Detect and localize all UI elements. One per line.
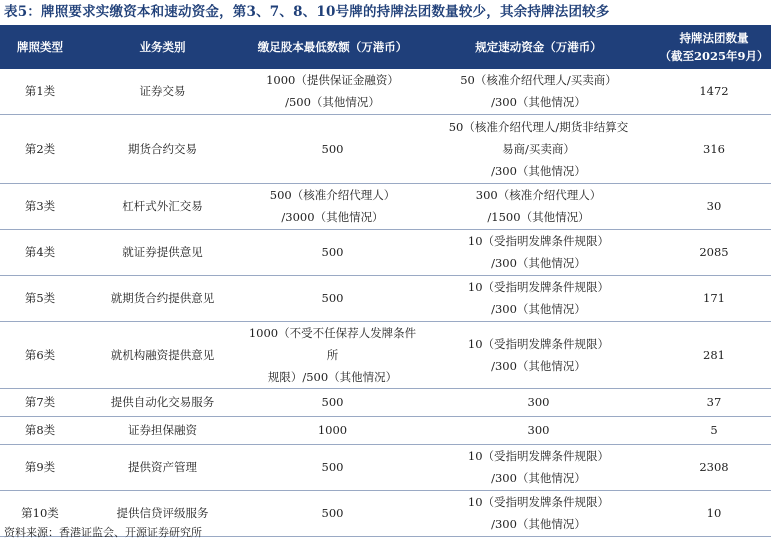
cell-business-type: 提供自动化交易服务 (80, 388, 245, 416)
cell-liquid-capital (420, 444, 657, 490)
cell-liquid-capital (420, 321, 657, 388)
cell-min-paid-capital-line: 500 (321, 506, 344, 520)
cell-liquid-capital-line: 300（核准介绍代理人） (475, 188, 602, 202)
cell-corporation-count: 281 (657, 321, 771, 388)
cell-liquid-capital-line: 300 (527, 395, 550, 409)
table-row (0, 416, 771, 444)
cell-license-type: 第7类 (0, 388, 80, 416)
cell-liquid-capital-line: /300（其他情况） (491, 517, 586, 531)
header-count-line2: （截至2025年9月） (659, 49, 769, 63)
cell-liquid-capital-line: /300（其他情况） (491, 471, 586, 485)
cell-business-type: 就证券提供意见 (80, 229, 245, 275)
table-row (0, 321, 771, 388)
cell-liquid-capital (420, 183, 657, 229)
cell-liquid-capital (420, 114, 657, 183)
cell-min-paid-capital-line: 500 (321, 245, 344, 259)
header-corporation-count (657, 25, 771, 69)
cell-license-type: 第10类 (0, 490, 80, 536)
cell-liquid-capital (420, 275, 657, 321)
cell-min-paid-capital (245, 114, 420, 183)
table-row (0, 114, 771, 183)
cell-min-paid-capital (245, 275, 420, 321)
cell-liquid-capital-line: /300（其他情况） (491, 302, 586, 316)
cell-liquid-capital (420, 69, 657, 114)
cell-license-type: 第6类 (0, 321, 80, 388)
cell-liquid-capital-line: /300（其他情况） (491, 256, 586, 270)
cell-liquid-capital-line: 50（核准介绍代理人/期货非结算交 (448, 119, 629, 134)
cell-min-paid-capital-line: 规限）/500（其他情况） (267, 369, 398, 384)
cell-corporation-count: 5 (657, 416, 771, 444)
cell-corporation-count: 1472 (657, 69, 771, 114)
cell-liquid-capital-line: 10（受指明发牌条件规限） (467, 495, 610, 509)
cell-min-paid-capital (245, 416, 420, 444)
cell-liquid-capital-line: 10（受指明发牌条件规限） (467, 336, 610, 351)
cell-liquid-capital-line: 10（受指明发牌条件规限） (467, 449, 610, 463)
cell-min-paid-capital-line: 500 (321, 395, 344, 409)
header-liquid-capital: 规定速动资金（万港币） (420, 25, 657, 69)
license-table (0, 25, 771, 537)
table-row (0, 183, 771, 229)
table-row (0, 275, 771, 321)
cell-corporation-count: 171 (657, 275, 771, 321)
cell-corporation-count: 316 (657, 114, 771, 183)
cell-liquid-capital-line: /300（其他情况） (491, 163, 586, 178)
cell-liquid-capital (420, 229, 657, 275)
cell-license-type: 第1类 (0, 69, 80, 114)
cell-corporation-count: 2085 (657, 229, 771, 275)
cell-corporation-count: 30 (657, 183, 771, 229)
cell-liquid-capital-line: /300（其他情况） (491, 95, 586, 110)
cell-min-paid-capital-line: 1000（不受不任保荐人发牌条件所 (248, 325, 417, 362)
cell-min-paid-capital-line: /3000（其他情况） (281, 210, 384, 224)
table-row (0, 229, 771, 275)
table-row (0, 388, 771, 416)
cell-business-type: 就机构融资提供意见 (80, 321, 245, 388)
cell-min-paid-capital-line: 1000（提供保证金融资） (266, 73, 399, 88)
cell-min-paid-capital-line: 1000 (317, 423, 348, 437)
cell-corporation-count: 37 (657, 388, 771, 416)
cell-min-paid-capital (245, 229, 420, 275)
cell-business-type: 提供信贷评级服务 (80, 490, 245, 536)
cell-liquid-capital-line: 50（核准介绍代理人/买卖商） (460, 73, 617, 88)
cell-liquid-capital (420, 416, 657, 444)
table-title: 表5：牌照要求实缴资本和速动资金，第3、7、8、10号牌的持牌法团数量较少，其余持牌法团较多 (4, 4, 610, 20)
cell-min-paid-capital-line: /500（其他情况） (285, 95, 380, 110)
cell-license-type: 第3类 (0, 183, 80, 229)
header-min-paid-capital: 缴足股本最低数额（万港币） (245, 25, 420, 69)
cell-license-type: 第8类 (0, 416, 80, 444)
cell-min-paid-capital (245, 388, 420, 416)
cell-liquid-capital (420, 490, 657, 536)
header-business-type: 业务类别 (80, 25, 245, 69)
cell-business-type: 证券担保融资 (80, 416, 245, 444)
cell-liquid-capital-line: 10（受指明发牌条件规限） (467, 280, 610, 294)
cell-min-paid-capital-line: 500（核准介绍代理人） (269, 188, 396, 202)
cell-liquid-capital-line: 300 (527, 423, 550, 437)
table-row (0, 69, 771, 114)
cell-license-type: 第4类 (0, 229, 80, 275)
header-count-line1: 持牌法团数量 (679, 31, 749, 45)
cell-business-type: 就期货合约提供意见 (80, 275, 245, 321)
cell-license-type: 第5类 (0, 275, 80, 321)
cell-business-type: 证券交易 (80, 69, 245, 114)
source-note: 资料来源：香港证监会、开源证券研究所 (4, 526, 202, 539)
cell-liquid-capital-line: /1500（其他情况） (487, 210, 590, 224)
cell-min-paid-capital (245, 321, 420, 388)
cell-liquid-capital-line: 易商/买卖商） (502, 141, 575, 156)
cell-liquid-capital-line: 10（受指明发牌条件规限） (467, 234, 610, 248)
cell-business-type: 杠杆式外汇交易 (80, 183, 245, 229)
cell-min-paid-capital-line: 500 (321, 291, 344, 305)
cell-corporation-count: 2308 (657, 444, 771, 490)
cell-business-type: 提供资产管理 (80, 444, 245, 490)
cell-corporation-count: 10 (657, 490, 771, 536)
cell-business-type: 期货合约交易 (80, 114, 245, 183)
header-license-type: 牌照类型 (0, 25, 80, 69)
license-table-container (0, 25, 771, 537)
cell-min-paid-capital-line: 500 (321, 141, 344, 156)
cell-license-type: 第9类 (0, 444, 80, 490)
cell-min-paid-capital (245, 444, 420, 490)
cell-min-paid-capital-line: 500 (321, 460, 344, 474)
cell-license-type: 第2类 (0, 114, 80, 183)
cell-min-paid-capital (245, 69, 420, 114)
cell-liquid-capital-line: /300（其他情况） (491, 358, 586, 373)
table-header-row (0, 25, 771, 69)
cell-min-paid-capital (245, 490, 420, 536)
table-row (0, 444, 771, 490)
cell-liquid-capital (420, 388, 657, 416)
cell-min-paid-capital (245, 183, 420, 229)
